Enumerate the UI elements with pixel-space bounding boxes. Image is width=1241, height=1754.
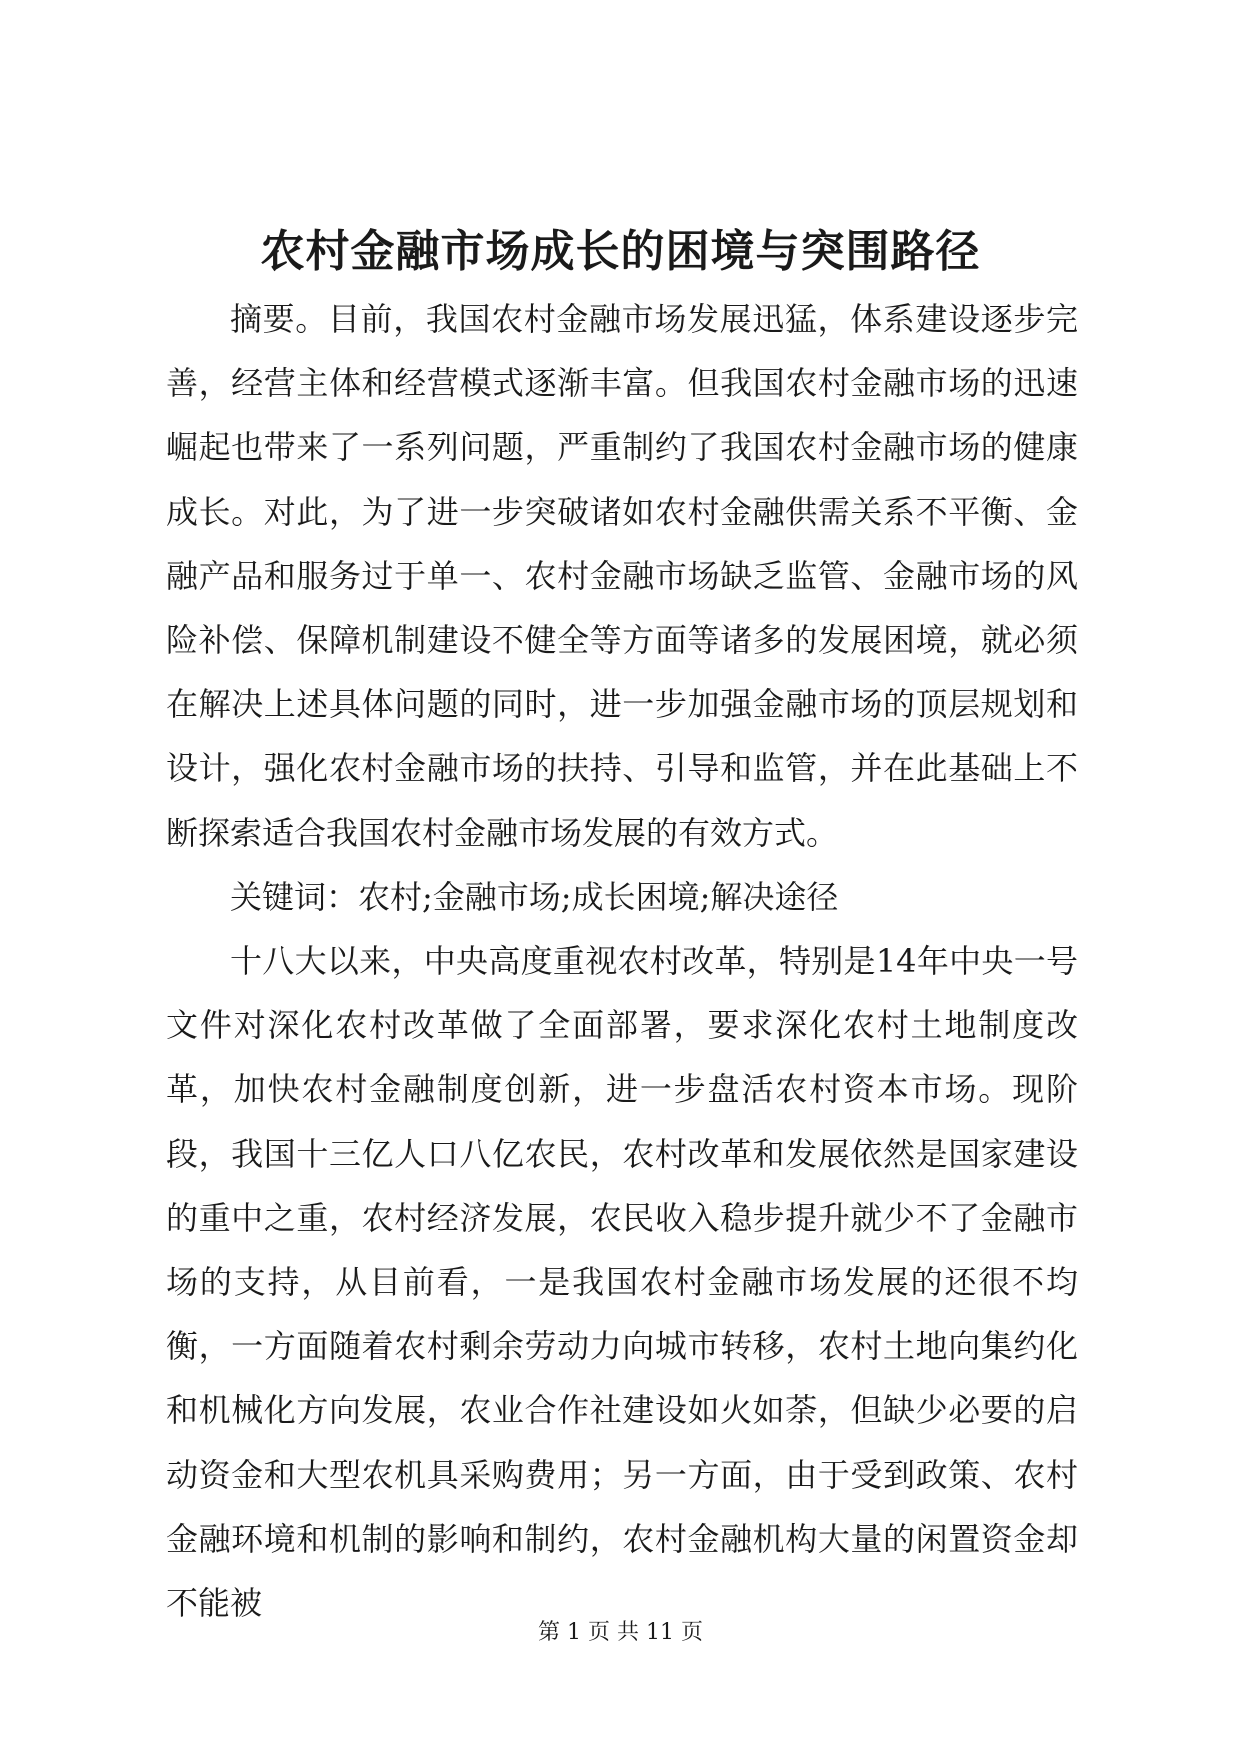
body-paragraph: 十八大以来，中央高度重视农村改革，特别是14年中央一号文件对深化农村改革做了全面部署，要求深化农村土地制度改革，加快农村金融制度创新，进一步盘活农村资本市场。现阶段，我国十三亿人口八亿农民，农村改革和发展依然是国家建设的重中之重，农村经济发展，农民收入稳步提升就少不了金融市场的支持，从目前看，一是我国农村金融市场发展的还很不均衡，一方面随着农村剩余劳动力向城市转移，农村土地向集约化和机械化方向发展，农业合作社建设如火如荼，但缺少必要的启动资金和大型农机具采购费用；另一方面，由于受到政策、农村金融环境和机制的影响和制约，农村金融机构大量的闲置资金却不能被 bbox=[166, 942, 1078, 1623]
document-body bbox=[166, 287, 1078, 1635]
keywords-paragraph: 关键词：农村;金融市场;成长困境;解决途径 bbox=[230, 877, 839, 916]
abstract-paragraph: 摘要。目前，我国农村金融市场发展迅猛，体系建设逐步完善，经营主体和经营模式逐渐丰富。但我国农村金融市场的迅速崛起也带来了一系列问题，严重制约了我国农村金融市场的健康成长。对此，为了进一步突破诸如农村金融供需关系不平衡、金融产品和服务过于单一、农村金融市场缺乏监管、金融市场的风险补偿、保障机制建设不健全等方面等诸多的发展困境，就必须在解决上述具体问题的同时，进一步加强金融市场的顶层规划和设计，强化农村金融市场的扶持、引导和监管，并在此基础上不断探索适合我国农村金融市场发展的有效方式。 bbox=[166, 300, 1078, 852]
page-footer: 第 1 页 共 11 页 bbox=[538, 1620, 703, 1645]
document-title: 农村金融市场成长的困境与突围路径 bbox=[260, 226, 981, 277]
